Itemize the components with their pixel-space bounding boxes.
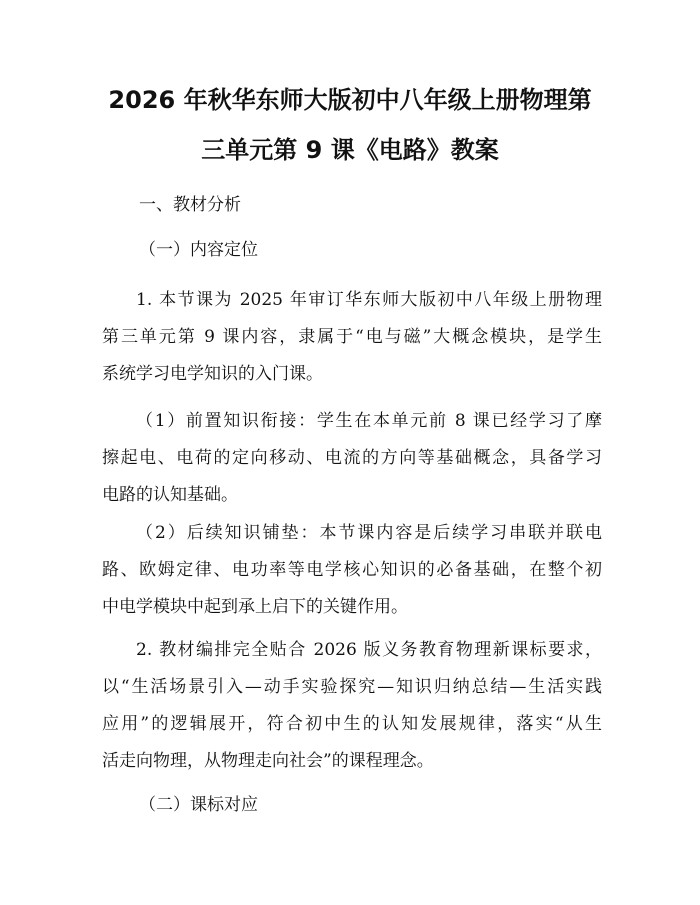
paragraph-line: 路、欧姆定律、电功率等电学核心知识的必备基础，在整个初 [102, 560, 602, 580]
paragraph-prior-knowledge [102, 403, 602, 514]
section-heading-textbook-analysis: 一、教材分析 [139, 195, 241, 215]
paragraph-line: 第三单元第 9 课内容，隶属于“电与磁”大概念模块，是学生 [102, 327, 602, 347]
paragraph-subsequent-knowledge [102, 515, 602, 626]
paragraph-line: 擦起电、电荷的定向移动、电流的方向等基础概念，具备学习 [102, 448, 602, 468]
paragraph-line: 2. 教材编排完全贴合 2026 版义务教育物理新课标要求， [136, 640, 602, 660]
paragraph-line: （2）后续知识铺垫：本节课内容是后续学习串联并联电 [136, 523, 602, 543]
document-title-line-1: 2026 年秋华东师大版初中八年级上册物理第 [108, 86, 592, 114]
subsection-heading-content-positioning: （一）内容定位 [139, 240, 258, 260]
subsection-heading-curriculum-standards: （二）课标对应 [139, 795, 258, 815]
paragraph-line: 电路的认知基础。 [102, 485, 238, 505]
paragraph-lesson-position [102, 282, 602, 393]
paragraph-line: 系统学习电学知识的入门课。 [102, 364, 323, 384]
paragraph-line: 1. 本节课为 2025 年审订华东师大版初中八年级上册物理 [136, 290, 602, 310]
paragraph-line: 应用”的逻辑展开，符合初中生的认知发展规律，落实“从生 [102, 714, 602, 734]
paragraph-line: 活走向物理，从物理走向社会”的课程理念。 [102, 751, 434, 771]
paragraph-line: （1）前置知识衔接：学生在本单元前 8 课已经学习了摩 [136, 411, 602, 431]
document-title-line-2: 三单元第 9 课《电路》教案 [201, 136, 499, 164]
paragraph-line: 中电学模块中起到承上启下的关键作用。 [102, 597, 408, 617]
paragraph-curriculum-design [102, 632, 602, 780]
paragraph-line: 以“生活场景引入—动手实验探究—知识归纳总结—生活实践 [102, 677, 602, 697]
